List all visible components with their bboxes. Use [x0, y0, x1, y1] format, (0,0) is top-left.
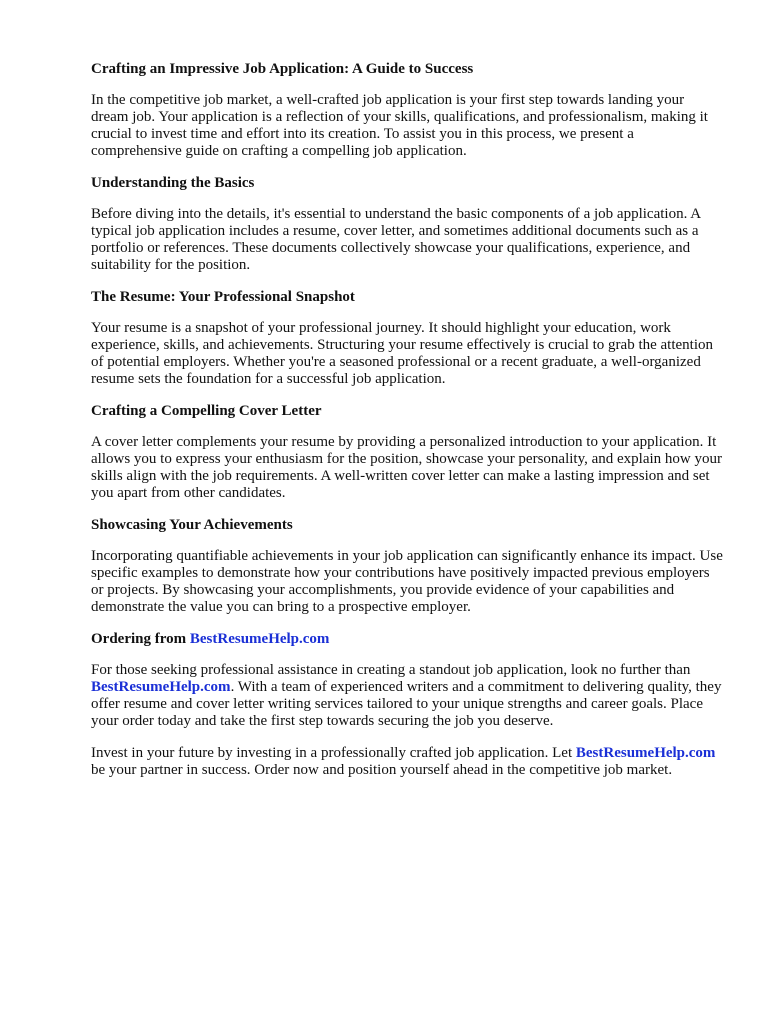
section-heading-achievements: Showcasing Your Achievements — [91, 517, 293, 533]
ordering-para2-prefix: Invest in your future by investing in a professionally crafted job application. Let — [91, 745, 576, 761]
section-body-cover-letter: A cover letter complements your resume by providing a personalized introduction to your application. It allows you to express your enthusiasm for the position, showcase your personality, and explain how your skills align with the job requirements. A well-written cover letter can make a lasting impression and set you apart from other candidates. — [91, 434, 722, 501]
ordering-paragraph-2 — [91, 745, 723, 779]
intro-paragraph: In the competitive job market, a well-crafted job application is your first step towards landing your dream job. Your application is a reflection of your skills, qualifications, and professionalism, making it crucial to invest time and effort into its creation. To assist you in this process, we present a comprehensive guide on crafting a compelling job application. — [91, 92, 708, 159]
section-body-resume: Your resume is a snapshot of your professional journey. It should highlight your education, work experience, skills, and achievements. Structuring your resume effectively is crucial to grab the attention of potential employers. Whether you're a seasoned professional or a recent graduate, a well-organized resume sets the foundation for a successful job application. — [91, 320, 714, 387]
section-heading-ordering — [91, 631, 723, 648]
section-heading-resume: The Resume: Your Professional Snapshot — [91, 289, 355, 305]
section-heading-basics: Understanding the Basics — [91, 175, 255, 191]
ordering-para1-prefix: For those seeking professional assistance in creating a standout job application, look no further than — [91, 662, 691, 678]
ordering-heading-link[interactable]: BestResumeHelp.com — [189, 631, 330, 647]
document-title: Crafting an Impressive Job Application: A Guide to Success — [91, 61, 474, 77]
section-body-basics: Before diving into the details, it's essential to understand the basic components of a job application. A typical job application includes a resume, cover letter, and sometimes additional documents such as a portfolio or references. These documents collectively showcase your qualifications, experience, and suitability for the position. — [91, 206, 701, 273]
ordering-paragraph-1 — [91, 662, 723, 730]
section-body-achievements: Incorporating quantifiable achievements in your job application can significantly enhance its impact. Use specific examples to demonstrate how your contributions have positively impacted previous employers or projects. By showcasing your accomplishments, you provide evidence of your capabilities and demonstrate the value you can bring to a prospective employer. — [91, 548, 723, 615]
ordering-para1-suffix: . With a team of experienced writers and a commitment to delivering quality, they offer resume and cover letter writing services tailored to your unique strengths and career goals. Place your order today and take the first step towards securing the job you deserve. — [91, 679, 722, 729]
ordering-para2-link[interactable]: BestResumeHelp.com — [575, 745, 716, 761]
ordering-heading-prefix: Ordering from — [91, 631, 190, 647]
section-heading-cover-letter: Crafting a Compelling Cover Letter — [91, 403, 322, 419]
document-page — [91, 61, 723, 794]
ordering-para1-link[interactable]: BestResumeHelp.com — [91, 679, 231, 695]
ordering-para2-suffix: be your partner in success. Order now and position yourself ahead in the competitive job market. — [91, 762, 673, 778]
